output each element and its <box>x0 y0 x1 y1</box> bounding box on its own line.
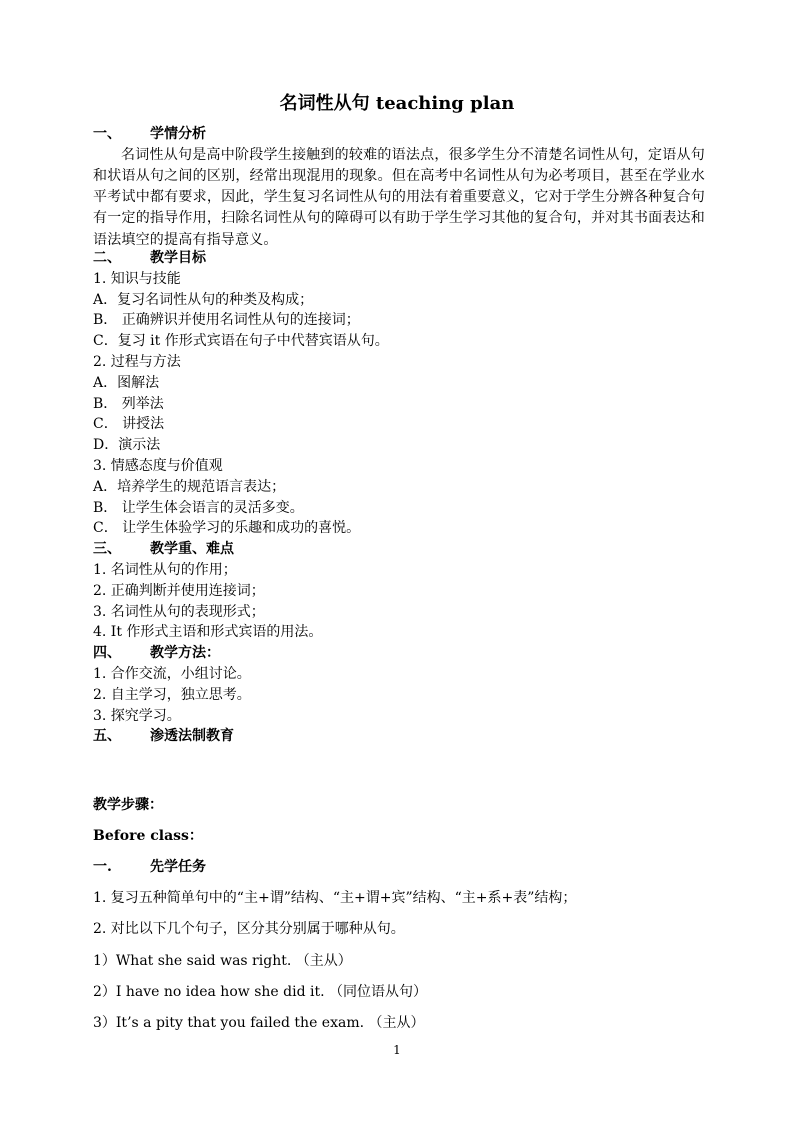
page-number: 1 <box>393 1043 401 1057</box>
list-item: 3. 情感态度与价值观 <box>93 457 223 474</box>
list-item: C．复习 it 作形式宾语在句子中代替宾语从句。 <box>93 333 389 350</box>
steps-heading-block <box>93 795 705 816</box>
list-item: 3. 名词性从句的表现形式； <box>93 603 265 620</box>
list-item: B． 正确辨识并使用名词性从句的连接词； <box>93 312 360 329</box>
section-heading: 五、 渗透法制教育 <box>93 728 234 745</box>
before-class-block <box>93 826 705 847</box>
section-heading: 一、 学情分析 <box>93 126 206 142</box>
list-item: 1. 合作交流，小组讨论。 <box>93 665 251 682</box>
list-item: 4. It 作形式主语和形式宾语的用法。 <box>93 624 323 641</box>
section-goals <box>93 248 705 747</box>
list-item: B． 让学生体会语言的灵活多变。 <box>93 499 304 516</box>
example-sentence: 2）I have no idea how she did it. （同位语从句） <box>93 984 427 1000</box>
section-heading: 三、 教学重、难点 <box>93 541 234 558</box>
list-item: C． 讲授法 <box>93 416 165 433</box>
list-item: 1. 知识与技能 <box>93 270 181 287</box>
list-item: 2. 过程与方法 <box>93 353 181 370</box>
section-heading: 四、 教学方法： <box>93 645 220 662</box>
list-item: A．培养学生的规范语言表达； <box>93 478 286 495</box>
section-analysis <box>93 124 705 251</box>
list-item: D．演示法 <box>93 437 161 454</box>
task-heading: 一. 先学任务 <box>93 859 206 875</box>
section-heading: 二、 教学目标 <box>93 250 206 266</box>
list-item: 3. 探究学习。 <box>93 707 181 724</box>
task-heading-block <box>93 857 705 878</box>
analysis-paragraph: 名词性从句是高中阶段学生接触到的较难的语法点，很多学生分不清楚名词性从句，定语从句和状语从句之间的区别，经常出现混用的现象。但在高考中名词性从句为必考项目，甚至在学业水平考试中都有要求，因此，学生复习名词性从句的用法有着重要意义，它对于学生分辨各种复合句有一定的指导作用，扫除名词性从句的障碍可以有助于学生学习其他的复合句，并对其书面表达和语法填空的提高有指导意义。 <box>93 146 705 248</box>
list-item: 2. 自主学习，独立思考。 <box>93 686 251 703</box>
example-sentence: 3）It’s a pity that you failed the exam. （主从） <box>93 1015 425 1031</box>
list-item: B． 列举法 <box>93 395 164 412</box>
page-title: 名词性从句 teaching plan <box>279 93 515 114</box>
list-item: C． 让学生体验学习的乐趣和成功的喜悦。 <box>93 520 361 537</box>
list-item: 2. 正确判断并使用连接词； <box>93 582 265 599</box>
list-item: A．图解法 <box>93 374 160 391</box>
example-sentence: 1）What she said was right. （主从） <box>93 953 352 969</box>
task-item: 1. 复习五种简单句中的“主+谓”结构、“主+谓+宾”结构、“主+系+表”结构； <box>93 890 577 906</box>
before-class-heading: Before class： <box>93 828 203 844</box>
list-item: A．复习名词性从句的种类及构成； <box>93 291 314 308</box>
task-item: 2. 对比以下几个句子，区分其分别属于哪种从句。 <box>93 921 405 937</box>
list-item: 1. 名词性从句的作用； <box>93 561 237 578</box>
steps-heading: 教学步骤： <box>93 797 163 813</box>
